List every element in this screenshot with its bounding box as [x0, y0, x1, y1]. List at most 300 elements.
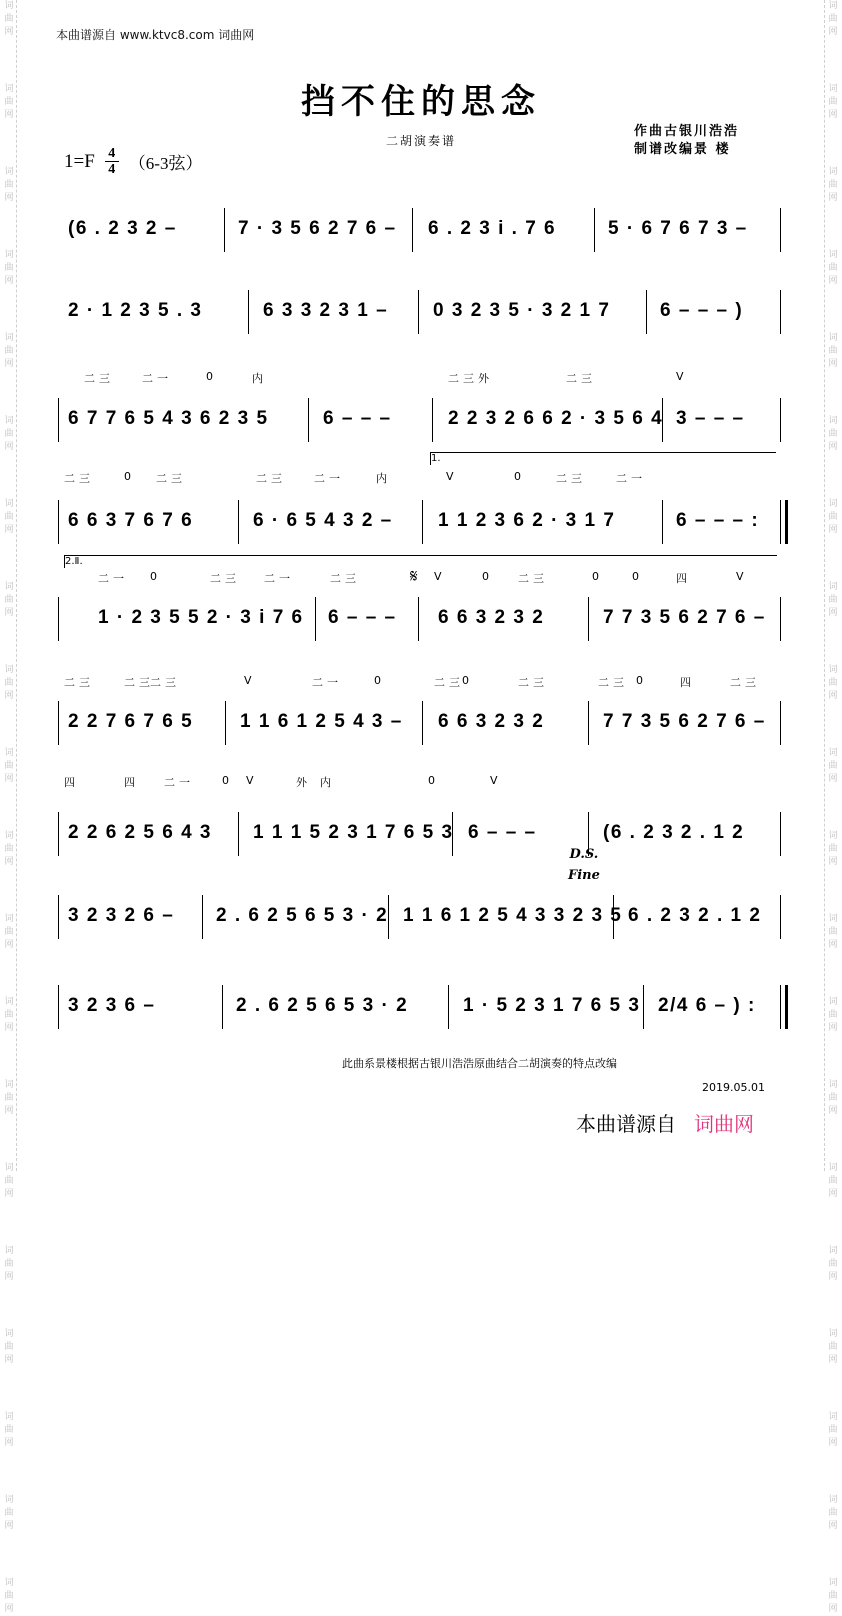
- barline: [225, 701, 226, 745]
- measure: 1 1 6 1 2 5 4 3 –: [240, 711, 403, 732]
- watermark-char: 词: [4, 665, 14, 675]
- watermark-char: 词: [4, 333, 14, 343]
- fingering-mark: 内: [320, 776, 335, 789]
- measure: 2 2 7 6 7 6 5: [68, 711, 194, 732]
- volta-2-label: 2.Ⅱ.: [65, 556, 83, 567]
- measure: 1 · 5 2 3 1 7 6 5 3: [463, 995, 641, 1016]
- watermark-char: 网: [828, 1272, 838, 1282]
- watermark-char: 曲: [4, 761, 14, 771]
- fingering-mark: 0: [374, 674, 385, 687]
- fingering-mark: 四: [680, 676, 695, 689]
- watermark-char: 曲: [828, 263, 838, 273]
- score-row: [60, 398, 782, 442]
- watermark-char: 词: [828, 997, 838, 1007]
- watermark-char: 网: [828, 1023, 838, 1033]
- watermark-char: 曲: [4, 1010, 14, 1020]
- measure: 3 2 3 2 6 –: [68, 905, 175, 926]
- fingering-mark: 二三: [434, 676, 464, 689]
- barline: [780, 290, 781, 334]
- fine-label: Fine: [568, 868, 600, 883]
- watermark-char: 曲: [4, 1425, 14, 1435]
- watermark-group: [4, 1162, 13, 1201]
- watermark-char: 网: [4, 1604, 14, 1614]
- score-title: 挡不住的思念: [301, 82, 541, 122]
- watermark-group: [828, 1079, 837, 1118]
- watermark-char: 词: [828, 1412, 838, 1422]
- watermark-group: [828, 830, 837, 869]
- time-numerator: 4: [108, 146, 116, 161]
- fingering-mark: 二三: [256, 472, 286, 485]
- left-margin-line: [16, 0, 17, 1171]
- watermark-char: 网: [828, 774, 838, 784]
- watermark-group: [828, 1328, 837, 1367]
- fingering-mark: 二一: [264, 572, 294, 585]
- watermark-char: 词: [4, 914, 14, 924]
- watermark-char: 曲: [828, 1010, 838, 1020]
- watermark-char: 曲: [828, 927, 838, 937]
- fingering-mark: 二一: [142, 372, 172, 385]
- watermark-char: 网: [828, 193, 838, 203]
- watermark-char: 词: [828, 1246, 838, 1256]
- measure: 3 – – –: [676, 408, 745, 429]
- watermark-group: [4, 664, 13, 703]
- fingering-mark: 四: [64, 776, 79, 789]
- watermark-char: 网: [828, 691, 838, 701]
- measure: 1 1 1 5 2 3 1 7 6 5 3: [253, 822, 454, 843]
- composer-credit: 作曲古银川浩浩: [634, 124, 740, 139]
- watermark-char: 网: [4, 1272, 14, 1282]
- watermark-char: 词: [4, 997, 14, 1007]
- watermark-char: 网: [828, 1521, 838, 1531]
- right-margin-line: [824, 0, 825, 1171]
- fingering-mark: 二三: [64, 676, 94, 689]
- measure: 7 · 3 5 6 2 7 6 –: [238, 218, 397, 239]
- watermark-char: 词: [828, 84, 838, 94]
- measure: 3 2 3 6 –: [68, 995, 156, 1016]
- watermark-char: 曲: [828, 1342, 838, 1352]
- score-row: [60, 208, 782, 252]
- fingering-mark: V: [244, 674, 256, 687]
- fingering-mark: V: [736, 570, 748, 583]
- watermark-char: 网: [828, 1604, 838, 1614]
- fingering-mark: 二三: [518, 676, 548, 689]
- left-watermark: [2, 0, 16, 1614]
- watermark-group: [4, 1245, 13, 1284]
- barline: [308, 398, 309, 442]
- watermark-char: 曲: [4, 927, 14, 937]
- watermark-char: 曲: [4, 1093, 14, 1103]
- watermark-char: 词: [828, 748, 838, 758]
- watermark-char: 曲: [4, 346, 14, 356]
- fingering-mark: 内: [252, 372, 267, 385]
- watermark-char: 曲: [4, 429, 14, 439]
- score-row: [60, 812, 782, 856]
- barline: [58, 597, 59, 641]
- volta-1: [430, 452, 776, 465]
- watermark-group: [4, 332, 13, 371]
- watermark-char: 词: [828, 333, 838, 343]
- barline: [202, 895, 203, 939]
- fingering-mark: 二三: [150, 676, 180, 689]
- fingering-mark: 二三: [330, 572, 360, 585]
- fingering-mark: 0: [636, 674, 647, 687]
- watermark-group: [4, 1411, 13, 1450]
- fingering-mark: 0: [482, 570, 493, 583]
- segno-sign: 𝄋: [410, 566, 418, 587]
- barline: [315, 597, 316, 641]
- measure: (6 . 2 3 2 . 1 2: [603, 822, 745, 843]
- barline: [662, 398, 663, 442]
- measure: 6 – – – :: [676, 510, 760, 531]
- watermark-group: [4, 166, 13, 205]
- fingering-mark: 0: [462, 674, 473, 687]
- watermark-char: 曲: [828, 1425, 838, 1435]
- watermark-group: [4, 498, 13, 537]
- footer-source-prefix: 本曲谱源自: [576, 1112, 676, 1136]
- barline: [422, 500, 423, 544]
- watermark-char: 词: [4, 84, 14, 94]
- watermark-group: [828, 747, 837, 786]
- watermark-group: [4, 1079, 13, 1118]
- volta-2: [64, 555, 777, 568]
- watermark-char: 曲: [4, 512, 14, 522]
- time-denominator: 4: [105, 161, 119, 177]
- watermark-char: 曲: [828, 97, 838, 107]
- watermark-char: 曲: [828, 1591, 838, 1601]
- watermark-char: 词: [828, 582, 838, 592]
- watermark-char: 网: [828, 857, 838, 867]
- watermark-char: 词: [4, 1578, 14, 1588]
- measure: 1 1 2 3 6 2 · 3 1 7: [438, 510, 616, 531]
- watermark-group: [4, 996, 13, 1035]
- barline: [248, 290, 249, 334]
- watermark-char: 词: [4, 167, 14, 177]
- watermark-group: [828, 581, 837, 620]
- watermark-char: 词: [828, 1163, 838, 1173]
- measure: 1 · 2 3 5 5 2 · 3 i 7 6: [98, 607, 304, 628]
- watermark-char: 网: [828, 359, 838, 369]
- barline: [58, 701, 59, 745]
- fingering-mark: 二三: [448, 372, 478, 385]
- watermark-group: [828, 166, 837, 205]
- watermark-group: [4, 249, 13, 288]
- watermark-char: 词: [4, 1163, 14, 1173]
- fingering-mark: 外: [478, 372, 493, 385]
- fingering-mark: 0: [632, 570, 643, 583]
- watermark-char: 网: [4, 193, 14, 203]
- score-subtitle: 二胡演奏谱: [386, 134, 457, 148]
- watermark-group: [828, 913, 837, 952]
- arranger-credit: 制谱改编景 楼: [634, 142, 731, 157]
- barline: [780, 398, 781, 442]
- measure: 6 . 2 3 2 . 1 2: [628, 905, 762, 926]
- watermark-char: 网: [828, 276, 838, 286]
- barline: [412, 208, 413, 252]
- barline: [613, 895, 614, 939]
- arrangement-date: 2019.05.01: [702, 1081, 765, 1094]
- score-row: [60, 290, 782, 334]
- watermark-char: 曲: [4, 97, 14, 107]
- watermark-char: 词: [4, 748, 14, 758]
- fingering-mark: 二一: [98, 572, 128, 585]
- watermark-char: 词: [828, 1, 838, 11]
- arrangement-note: 此曲系景楼根据古银川浩浩原曲结合二胡演奏的特点改编: [342, 1057, 617, 1070]
- watermark-char: 网: [4, 1189, 14, 1199]
- barline: [643, 985, 644, 1029]
- barline: [780, 597, 781, 641]
- ds-fine-marking: [568, 844, 600, 886]
- watermark-char: 曲: [828, 1508, 838, 1518]
- watermark-char: 网: [4, 1106, 14, 1116]
- time-signature: [105, 146, 119, 177]
- watermark-char: 词: [828, 250, 838, 260]
- watermark-group: [828, 1162, 837, 1201]
- measure: 2 . 6 2 5 6 5 3 · 2: [216, 905, 389, 926]
- fingering-mark: 四: [676, 572, 691, 585]
- key-signature: 1=F: [64, 150, 95, 172]
- fingering-mark: V: [246, 774, 258, 787]
- fingering-mark: 二三: [84, 372, 114, 385]
- measure: 1 1 6 1 2 5 4 3 3 2 3 5: [403, 905, 623, 926]
- tuning: （6-3弦）: [128, 154, 203, 173]
- watermark-char: 网: [4, 608, 14, 618]
- watermark-char: 词: [4, 250, 14, 260]
- measure: 6 – – –: [328, 607, 397, 628]
- watermark-char: 词: [828, 499, 838, 509]
- fingering-mark: V: [446, 470, 458, 483]
- fingering-mark: 0: [428, 774, 439, 787]
- watermark-char: 曲: [4, 678, 14, 688]
- fingering-mark: V: [676, 370, 688, 383]
- measure: 5 · 6 7 6 7 3 –: [608, 218, 748, 239]
- fingering-mark: 二三: [730, 676, 760, 689]
- ds-label: D.S.: [569, 847, 599, 862]
- fingering-mark: 二三: [598, 676, 628, 689]
- fingering-mark: V: [490, 774, 502, 787]
- watermark-char: 词: [828, 831, 838, 841]
- watermark-char: 词: [828, 416, 838, 426]
- watermark-char: 网: [4, 1438, 14, 1448]
- barline: [58, 985, 59, 1029]
- barline: [448, 985, 449, 1029]
- watermark-char: 词: [4, 831, 14, 841]
- barline: [388, 895, 389, 939]
- measure: 7 7 3 5 6 2 7 6 –: [603, 607, 766, 628]
- watermark-char: 词: [828, 914, 838, 924]
- watermark-char: 网: [828, 1355, 838, 1365]
- fingering-mark: 0: [206, 370, 217, 383]
- barline: [646, 290, 647, 334]
- barline: [780, 500, 788, 544]
- fingering-mark: 二三: [518, 572, 548, 585]
- watermark-char: 网: [828, 110, 838, 120]
- barline: [780, 895, 781, 939]
- watermark-group: [4, 0, 13, 39]
- measure: 6 – – – ): [660, 300, 744, 321]
- watermark-char: 网: [4, 442, 14, 452]
- fingering-mark: 二三: [556, 472, 586, 485]
- watermark-char: 网: [4, 1023, 14, 1033]
- watermark-group: [4, 415, 13, 454]
- measure: 0 3 2 3 5 · 3 2 1 7: [433, 300, 611, 321]
- watermark-char: 曲: [828, 1176, 838, 1186]
- fingering-mark: 内: [376, 472, 391, 485]
- watermark-char: 词: [828, 665, 838, 675]
- watermark-char: 网: [4, 525, 14, 535]
- barline: [780, 208, 781, 252]
- watermark-char: 词: [4, 1329, 14, 1339]
- watermark-group: [828, 1245, 837, 1284]
- fingering-mark: 0: [222, 774, 233, 787]
- watermark-char: 曲: [4, 1508, 14, 1518]
- barline: [418, 597, 419, 641]
- score-row: [60, 895, 782, 939]
- measure: 2 · 1 2 3 5 . 3: [68, 300, 203, 321]
- watermark-group: [4, 581, 13, 620]
- measure: 2 2 3 2 6 6 2 · 3 5 6 4: [448, 408, 664, 429]
- watermark-group: [4, 747, 13, 786]
- fingering-mark: 二三: [64, 472, 94, 485]
- barline: [58, 398, 59, 442]
- source-line: 本曲谱源自 www.ktvc8.com 词曲网: [56, 28, 255, 42]
- measure: 6 – – –: [468, 822, 537, 843]
- fingering-mark: 二三: [210, 572, 240, 585]
- watermark-group: [4, 830, 13, 869]
- measure: (6 . 2 3 2 –: [68, 218, 177, 239]
- measure: 6 – – –: [323, 408, 392, 429]
- barline: [452, 812, 453, 856]
- barline: [588, 597, 589, 641]
- watermark-char: 曲: [828, 14, 838, 24]
- watermark-char: 网: [4, 110, 14, 120]
- score-row: [60, 701, 782, 745]
- watermark-char: 曲: [4, 844, 14, 854]
- watermark-char: 词: [4, 499, 14, 509]
- watermark-char: 词: [4, 1, 14, 11]
- fingering-mark: 二一: [312, 676, 342, 689]
- barline: [238, 500, 239, 544]
- fingering-mark: 0: [592, 570, 603, 583]
- watermark-char: 曲: [828, 512, 838, 522]
- volta-1-label: 1.: [431, 453, 441, 464]
- fingering-mark: 二一: [616, 472, 646, 485]
- fingering-mark: 二三: [124, 676, 154, 689]
- watermark-char: 曲: [828, 346, 838, 356]
- watermark-char: 词: [4, 416, 14, 426]
- watermark-char: 曲: [828, 1259, 838, 1269]
- watermark-char: 词: [4, 582, 14, 592]
- barline: [238, 812, 239, 856]
- watermark-char: 网: [4, 691, 14, 701]
- watermark-group: [4, 913, 13, 952]
- watermark-char: 曲: [828, 844, 838, 854]
- watermark-group: [4, 1494, 13, 1533]
- watermark-group: [828, 249, 837, 288]
- footer-source: [576, 1108, 754, 1137]
- watermark-char: 词: [828, 1578, 838, 1588]
- fingering-mark: 二一: [314, 472, 344, 485]
- score-row: [60, 985, 782, 1029]
- watermark-char: 词: [828, 1080, 838, 1090]
- barline: [432, 398, 433, 442]
- watermark-char: 词: [4, 1412, 14, 1422]
- score-row: [60, 597, 782, 641]
- barline: [58, 500, 59, 544]
- fingering-mark: 0: [514, 470, 525, 483]
- watermark-group: [828, 1411, 837, 1450]
- measure: 6 6 3 2 3 2: [438, 711, 545, 732]
- watermark-char: 网: [828, 1189, 838, 1199]
- watermark-char: 词: [4, 1080, 14, 1090]
- measure: 6 · 6 5 4 3 2 –: [253, 510, 393, 531]
- barline: [594, 208, 595, 252]
- fingering-mark: 二一: [164, 776, 194, 789]
- watermark-char: 网: [4, 359, 14, 369]
- measure: 2/4 6 – ) :: [658, 995, 756, 1016]
- watermark-char: 词: [828, 1329, 838, 1339]
- watermark-char: 网: [828, 27, 838, 37]
- watermark-char: 网: [828, 940, 838, 950]
- barline: [780, 812, 781, 856]
- watermark-group: [828, 332, 837, 371]
- watermark-char: 曲: [828, 180, 838, 190]
- measure: 2 . 6 2 5 6 5 3 · 2: [236, 995, 409, 1016]
- fingering-mark: 0: [124, 470, 135, 483]
- footer-source-brand: 词曲网: [694, 1112, 754, 1136]
- measure: 6 . 2 3 i . 7 6: [428, 218, 557, 239]
- watermark-group: [4, 1577, 13, 1616]
- fingering-mark: 0: [150, 570, 161, 583]
- watermark-group: [828, 498, 837, 537]
- measure: 6 3 3 2 3 1 –: [263, 300, 389, 321]
- measure: 6 7 7 6 5 4 3 6 2 3 5: [68, 408, 269, 429]
- key-block: [64, 146, 202, 177]
- score-row: [60, 500, 782, 544]
- watermark-char: 网: [828, 442, 838, 452]
- watermark-char: 曲: [4, 1591, 14, 1601]
- watermark-char: 网: [4, 1521, 14, 1531]
- fingering-mark: 二三: [566, 372, 596, 385]
- watermark-char: 曲: [4, 263, 14, 273]
- barline: [224, 208, 225, 252]
- watermark-group: [828, 0, 837, 39]
- fingering-mark: 四: [124, 776, 139, 789]
- watermark-char: 曲: [828, 429, 838, 439]
- watermark-group: [828, 1494, 837, 1533]
- watermark-char: 网: [828, 608, 838, 618]
- watermark-char: 曲: [4, 1176, 14, 1186]
- watermark-char: 曲: [4, 595, 14, 605]
- fingering-mark: 外: [296, 776, 311, 789]
- barline: [422, 701, 423, 745]
- watermark-char: 网: [828, 1438, 838, 1448]
- watermark-group: [828, 664, 837, 703]
- watermark-char: 曲: [4, 1342, 14, 1352]
- barline: [780, 985, 788, 1029]
- watermark-char: 曲: [4, 14, 14, 24]
- watermark-char: 网: [4, 1355, 14, 1365]
- barline: [222, 985, 223, 1029]
- watermark-group: [828, 415, 837, 454]
- watermark-char: 曲: [828, 1093, 838, 1103]
- measure: 6 6 3 2 3 2: [438, 607, 545, 628]
- measure: 7 7 3 5 6 2 7 6 –: [603, 711, 766, 732]
- watermark-char: 网: [4, 774, 14, 784]
- barline: [780, 701, 781, 745]
- barline: [58, 812, 59, 856]
- watermark-group: [828, 1577, 837, 1616]
- watermark-char: 曲: [828, 761, 838, 771]
